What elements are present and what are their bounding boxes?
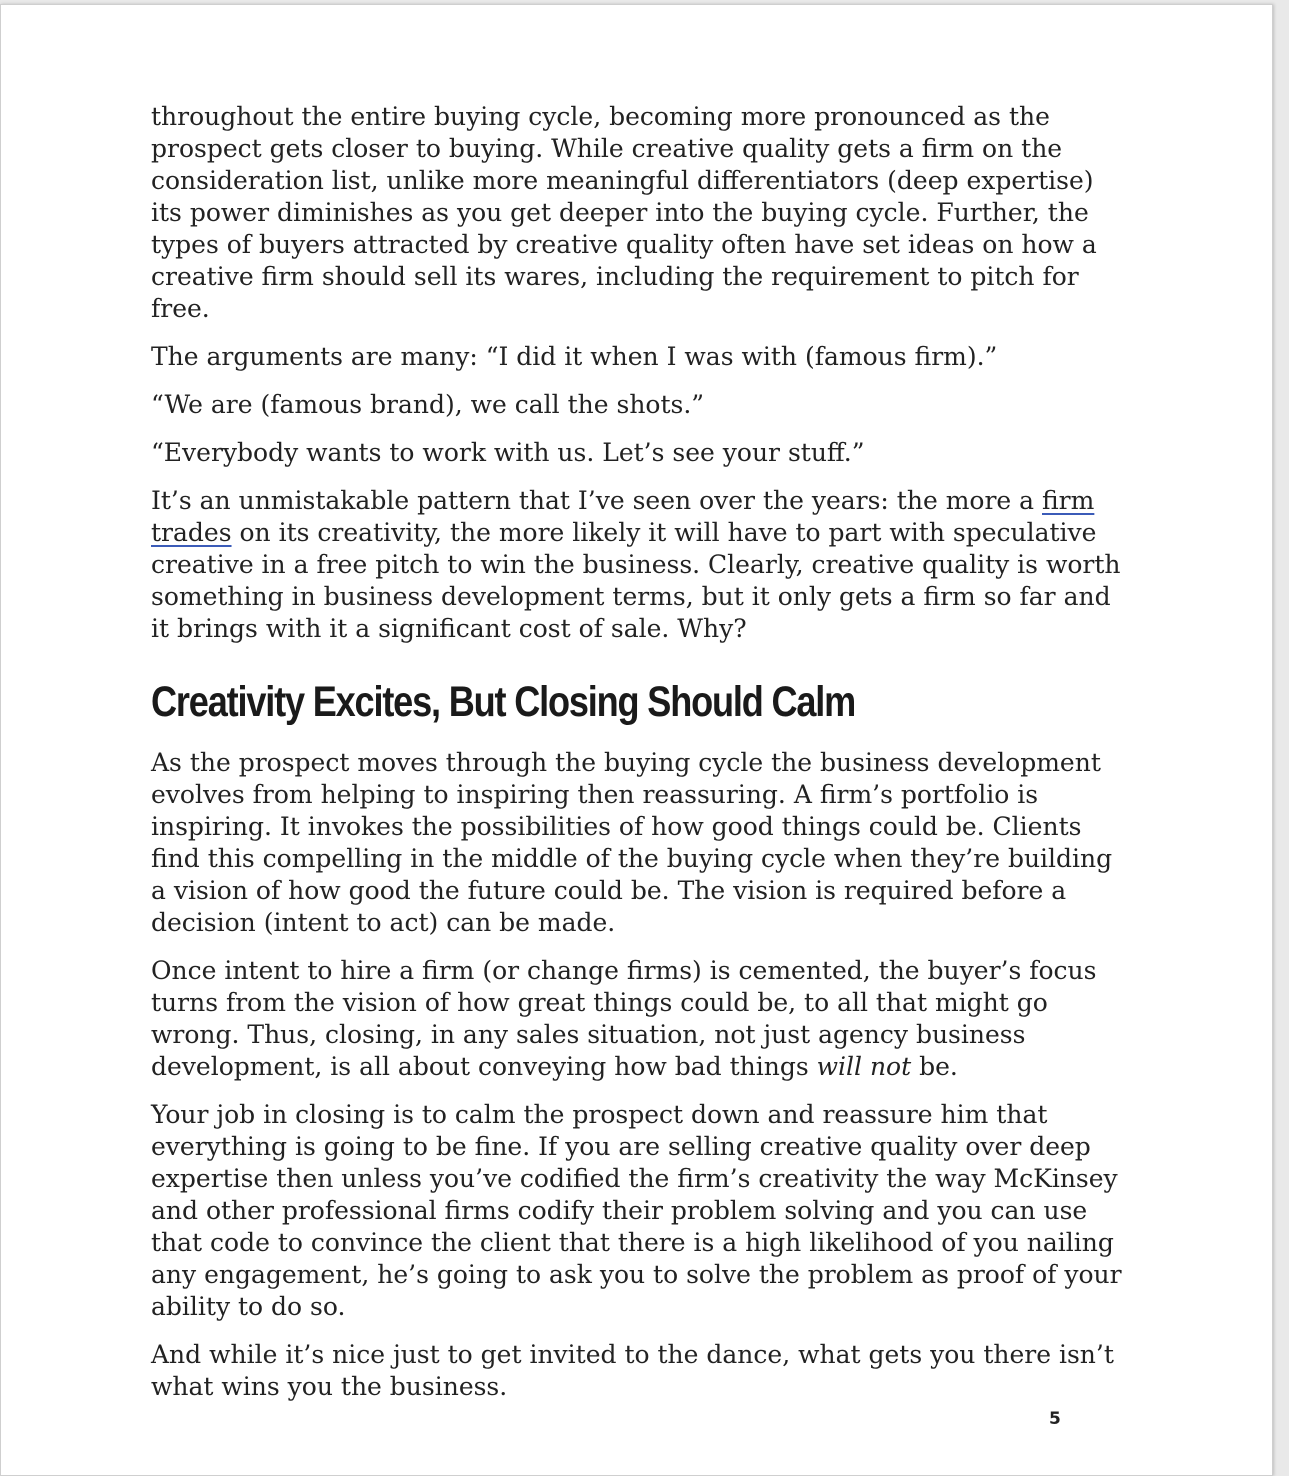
paragraph-3: “We are (famous brand), we call the shots.” — [151, 390, 705, 419]
paragraph-5 — [151, 485, 1131, 645]
paragraph-5-start: It’s an unmistakable pattern that I’ve seen over the years: the more a — [151, 486, 1042, 515]
section-heading: Creativity Excites, But Closing Should Calm — [151, 678, 856, 726]
paragraph-4: “Everybody wants to work with us. Let’s see your stuff.” — [151, 438, 865, 467]
paragraph-7-end: be. — [911, 1052, 958, 1081]
paragraph-8: Your job in closing is to calm the prospect down and reassure him that everything is going to be fine. If you are selling creative quality over deep expertise then unless you’ve codified the firm’s creativity the way McKinsey and other professional firms codify their problem solving and you can use that code to convince the client that there is a high likelihood of you nailing any engagement, he’s going to ask you to solve the problem as proof of your ability to do so. — [151, 1100, 1122, 1321]
document-page — [0, 4, 1273, 1476]
page-number: 5 — [1049, 1409, 1061, 1429]
document-body — [151, 101, 1131, 1419]
paragraph-9: And while it’s nice just to get invited to the dance, what gets you there isn’t what wins you the business. — [151, 1340, 1114, 1401]
paragraph-7-start: Once intent to hire a firm (or change firms) is cemented, the buyer’s focus turns from the vision of how great things could be, to all that might go wrong. Thus, closing, in any sales situation, not just agency business development, is all about conveying how bad things — [151, 956, 1097, 1081]
paragraph-5-end: on its creativity, the more likely it will have to part with speculative creative in a free pitch to win the business. Clearly, creative quality is worth something in business development terms, but it only gets a firm so far and it brings with it a significant cost of sale. Why? — [151, 518, 1121, 643]
italic-emphasis: will not — [816, 1052, 912, 1081]
spellcheck-flagged-text[interactable]: firm trades — [151, 486, 1095, 547]
paragraph-1: throughout the entire buying cycle, becoming more pronounced as the prospect gets closer to buying. While creative quality gets a firm on the consideration list, unlike more meaningful differentiators (deep expertise) its power diminishes as you get deeper into the buying cycle. Further, the types of buyers attracted by creative quality often have set ideas on how a creative firm should sell its wares, including the requirement to pitch for free. — [151, 102, 1097, 323]
paragraph-6: As the prospect moves through the buying cycle the business development evolves from helping to inspiring then reassuring. A firm’s portfolio is inspiring. It invokes the possibilities of how good things could be. Clients find this compelling in the middle of the buying cycle when they’re building a vision of how good the future could be. The vision is required before a decision (intent to act) can be made. — [151, 748, 1113, 937]
paragraph-2: The arguments are many: “I did it when I was with (famous firm).” — [151, 342, 998, 371]
paragraph-7 — [151, 955, 1131, 1083]
